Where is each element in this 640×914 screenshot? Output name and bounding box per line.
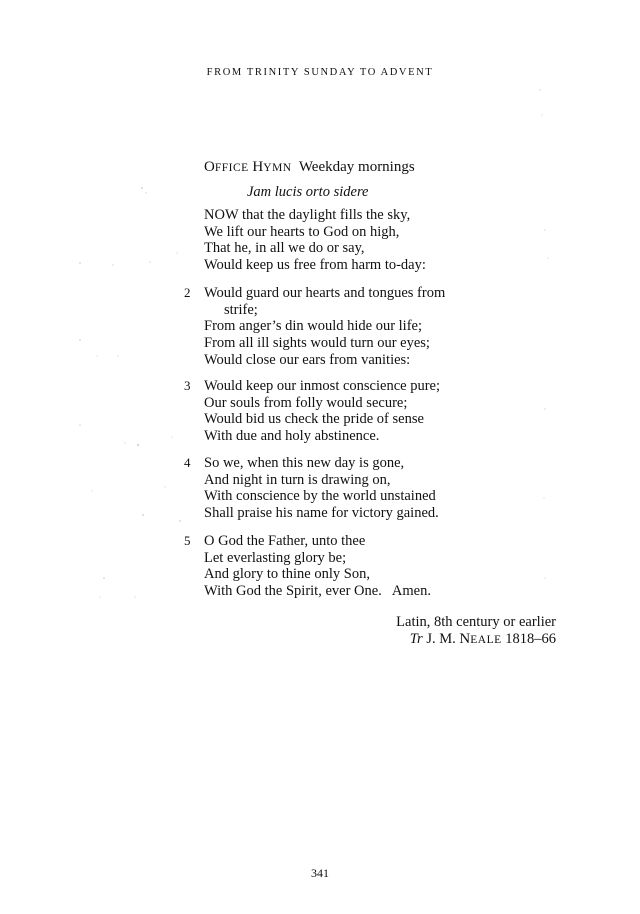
stanza <box>174 455 534 522</box>
latin-incipit: Jam lucis orto sidere <box>247 184 369 200</box>
occasion-label: Weekday mornings <box>298 159 415 175</box>
verse-line: Shall praise his name for victory gained. <box>204 505 439 522</box>
verse-line: 5 O God the Father, unto thee <box>184 533 366 549</box>
stanza <box>174 378 534 445</box>
verse-line-continuation: strife; <box>224 301 258 318</box>
verse-line: 4 So we, when this new day is gone, <box>184 455 405 471</box>
verse-line: 3 Would keep our inmost conscience pure; <box>184 378 441 394</box>
attribution-origin: Latin, 8th century or earlier <box>396 614 556 630</box>
hymn-label: HYMN <box>252 159 292 175</box>
verse-line: Let everlasting glory be; <box>204 549 347 566</box>
verse-line: And night in turn is drawing on, <box>204 471 391 488</box>
verse-line: With conscience by the world unstained <box>204 488 436 505</box>
verse-line: Would keep us free from harm to-day: <box>204 257 426 274</box>
verse-line: With due and holy abstinence. <box>204 428 380 445</box>
verse-line: Would close our ears from vanities: <box>204 351 411 368</box>
stanza <box>174 533 534 600</box>
stanza <box>174 285 534 368</box>
verse-line: And glory to thine only Son, <box>204 566 370 583</box>
verse-line: NOW that the daylight fills the sky, <box>204 207 411 223</box>
verse-line: Would bid us check the pride of sense <box>204 411 424 428</box>
stanza-number: 5 <box>184 533 191 548</box>
verse-line: With God the Spirit, ever One. Amen. <box>204 583 431 600</box>
stanza-number: 4 <box>184 455 191 470</box>
verse-line: We lift our hearts to God on high, <box>204 223 400 240</box>
stanza <box>174 207 534 274</box>
verse-line: Our souls from folly would secure; <box>204 394 408 411</box>
verse-line: From anger’s din would hide our life; <box>204 318 423 335</box>
verse-line: 2 Would guard our hearts and tongues from <box>184 285 446 301</box>
running-head: FROM TRINITY SUNDAY TO ADVENT <box>206 67 434 78</box>
verse-line: From all ill sights would turn our eyes; <box>204 335 430 352</box>
verse-line: That he, in all we do or say, <box>204 240 365 257</box>
translator-surname: NEALE <box>459 631 502 647</box>
stanza-number: 2 <box>184 285 191 300</box>
hymn-heading <box>204 159 415 176</box>
office-label: OFFICE <box>204 159 249 175</box>
attribution-translator: Tr J. M. NEALE 1818–66 <box>409 631 556 647</box>
stanza-number: 3 <box>184 378 191 393</box>
page-number: 341 <box>311 866 329 880</box>
